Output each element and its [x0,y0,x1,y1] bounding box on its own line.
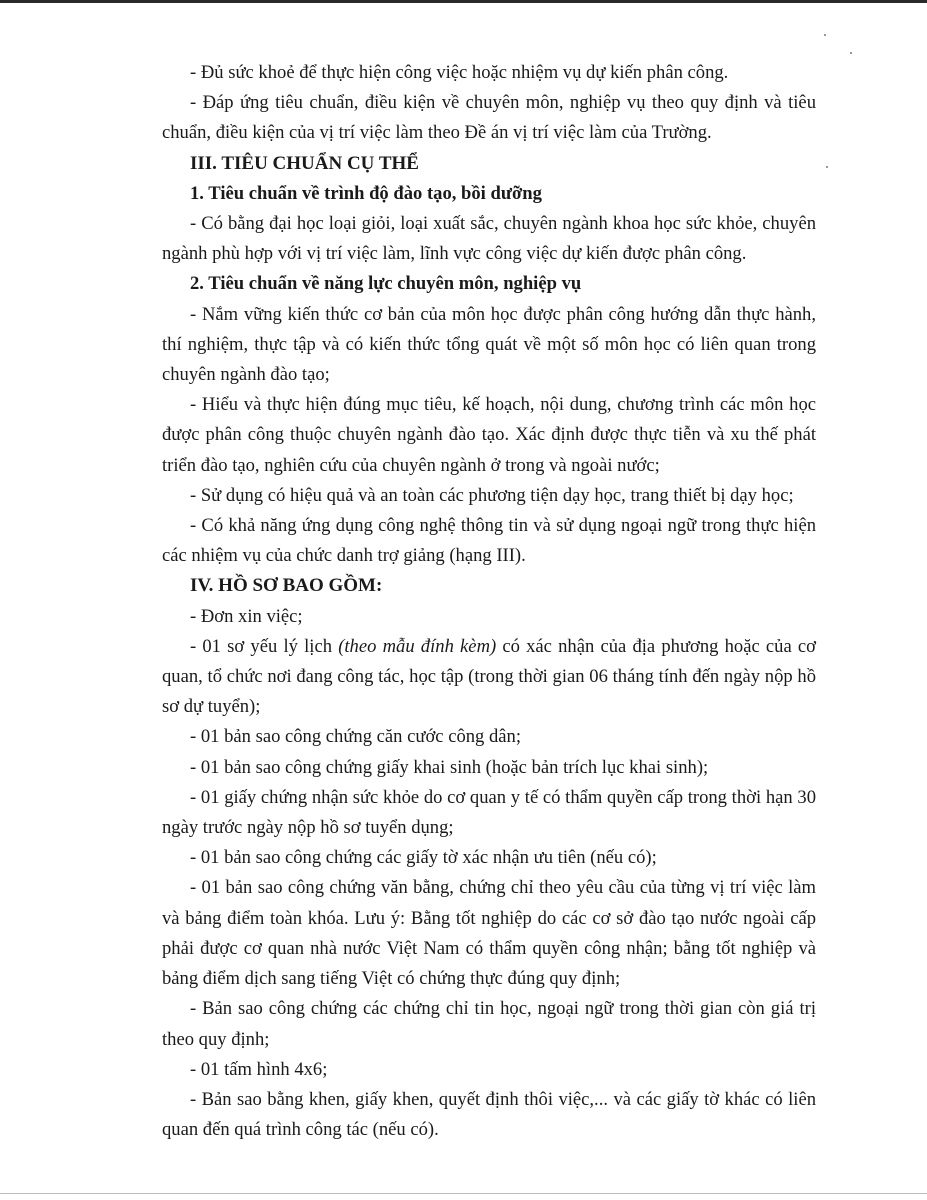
scan-top-edge [0,0,927,3]
document-item: - 01 tấm hình 4x6; [190,1058,328,1080]
subsection-2-item: - Sử dụng có hiệu quả và an toàn các phương tiện dạy học, trang thiết bị dạy học; [190,484,794,506]
section-3-heading: III. TIÊU CHUẨN CỤ THỂ [190,152,419,174]
scan-speck [826,166,828,168]
scan-bottom-edge [0,1193,927,1194]
document-item: - 01 giấy chứng nhận sức khỏe do cơ quan y tế có thẩm quyền cấp trong thời hạn 30 ngày trước ngày nộp hồ sơ tuyển dụng; [162,786,816,839]
scan-speck [850,52,852,54]
subsection-1-item: - Có bằng đại học loại giỏi, loại xuất sắc, chuyên ngành khoa học sức khỏe, chuyên ngành phù hợp với vị trí việc làm, lĩnh vực công việc dự kiến được phân công. [162,213,816,265]
bullet-standard: - Đáp ứng tiêu chuẩn, điều kiện về chuyên môn, nghiệp vụ theo quy định và tiêu chuẩn, điều kiện của vị trí việc làm theo Đề án vị trí việc làm của Trường. [162,92,816,144]
document-item: - 01 bản sao công chứng giấy khai sinh (hoặc bản trích lục khai sinh); [190,756,709,778]
resume-text-after: có xác nhận của địa phương hoặc của cơ quan, tổ chức nơi đang công tác, học tập (trong thời gian 06 tháng tính đến ngày nộp hồ sơ dự tuyển); [162,635,817,718]
subsection-2-item: - Hiểu và thực hiện đúng mục tiêu, kế hoạch, nội dung, chương trình các môn học được phân công thuộc chuyên ngành đào tạo. Xác định được thực tiễn và xu thế phát triển đào tạo, nghiên cứu của chuyên ngành ở trong và ngoài nước; [162,394,816,476]
document-item: - Bản sao bằng khen, giấy khen, quyết định thôi việc,... và các giấy tờ khác có liên quan đến quá trình công tác (nếu có). [162,1088,816,1141]
subsection-2-item: - Nắm vững kiến thức cơ bản của môn học được phân công hướng dẫn thực hành, thí nghiệm, thực tập và có kiến thức tổng quát về một số môn học có liên quan trong chuyên ngành đào tạo; [162,303,816,386]
document-item-application: - Đơn xin việc; [190,605,303,627]
document-item: - 01 bản sao công chứng căn cước công dân; [190,726,521,748]
resume-text-italic: (theo mẫu đính kèm) [338,635,497,657]
resume-text-before: - 01 sơ yếu lý lịch [190,635,339,657]
document-item-resume [162,632,816,723]
section-4-heading: IV. HỒ SƠ BAO GỒM: [190,575,383,597]
document-item: - Bản sao công chứng các chứng chỉ tin học, ngoại ngữ trong thời gian còn giá trị theo quy định; [162,998,816,1050]
subsection-2-item: - Có khả năng ứng dụng công nghệ thông tin và sử dụng ngoại ngữ trong thực hiện các nhiệm vụ của chức danh trợ giảng (hạng III). [162,515,816,567]
subsection-1-title: 1. Tiêu chuẩn về trình độ đào tạo, bồi dưỡng [190,182,542,204]
document-page [162,58,816,1145]
bullet-health: - Đủ sức khoẻ để thực hiện công việc hoặc nhiệm vụ dự kiến phân công. [190,62,729,83]
subsection-2-title: 2. Tiêu chuẩn về năng lực chuyên môn, nghiệp vụ [190,273,582,295]
document-item: - 01 bản sao công chứng các giấy tờ xác nhận ưu tiên (nếu có); [190,847,657,869]
document-item: - 01 bản sao công chứng văn bằng, chứng chỉ theo yêu cầu của từng vị trí việc làm và bảng điểm toàn khóa. Lưu ý: Bằng tốt nghiệp do các cơ sở đào tạo nước ngoài cấp phải được cơ quan nhà nước Việt Nam có thẩm quyền công nhận; bằng tốt nghiệp và bảng điểm dịch sang tiếng Việt có chứng thực đúng quy định; [162,877,816,990]
scan-speck [824,34,826,36]
